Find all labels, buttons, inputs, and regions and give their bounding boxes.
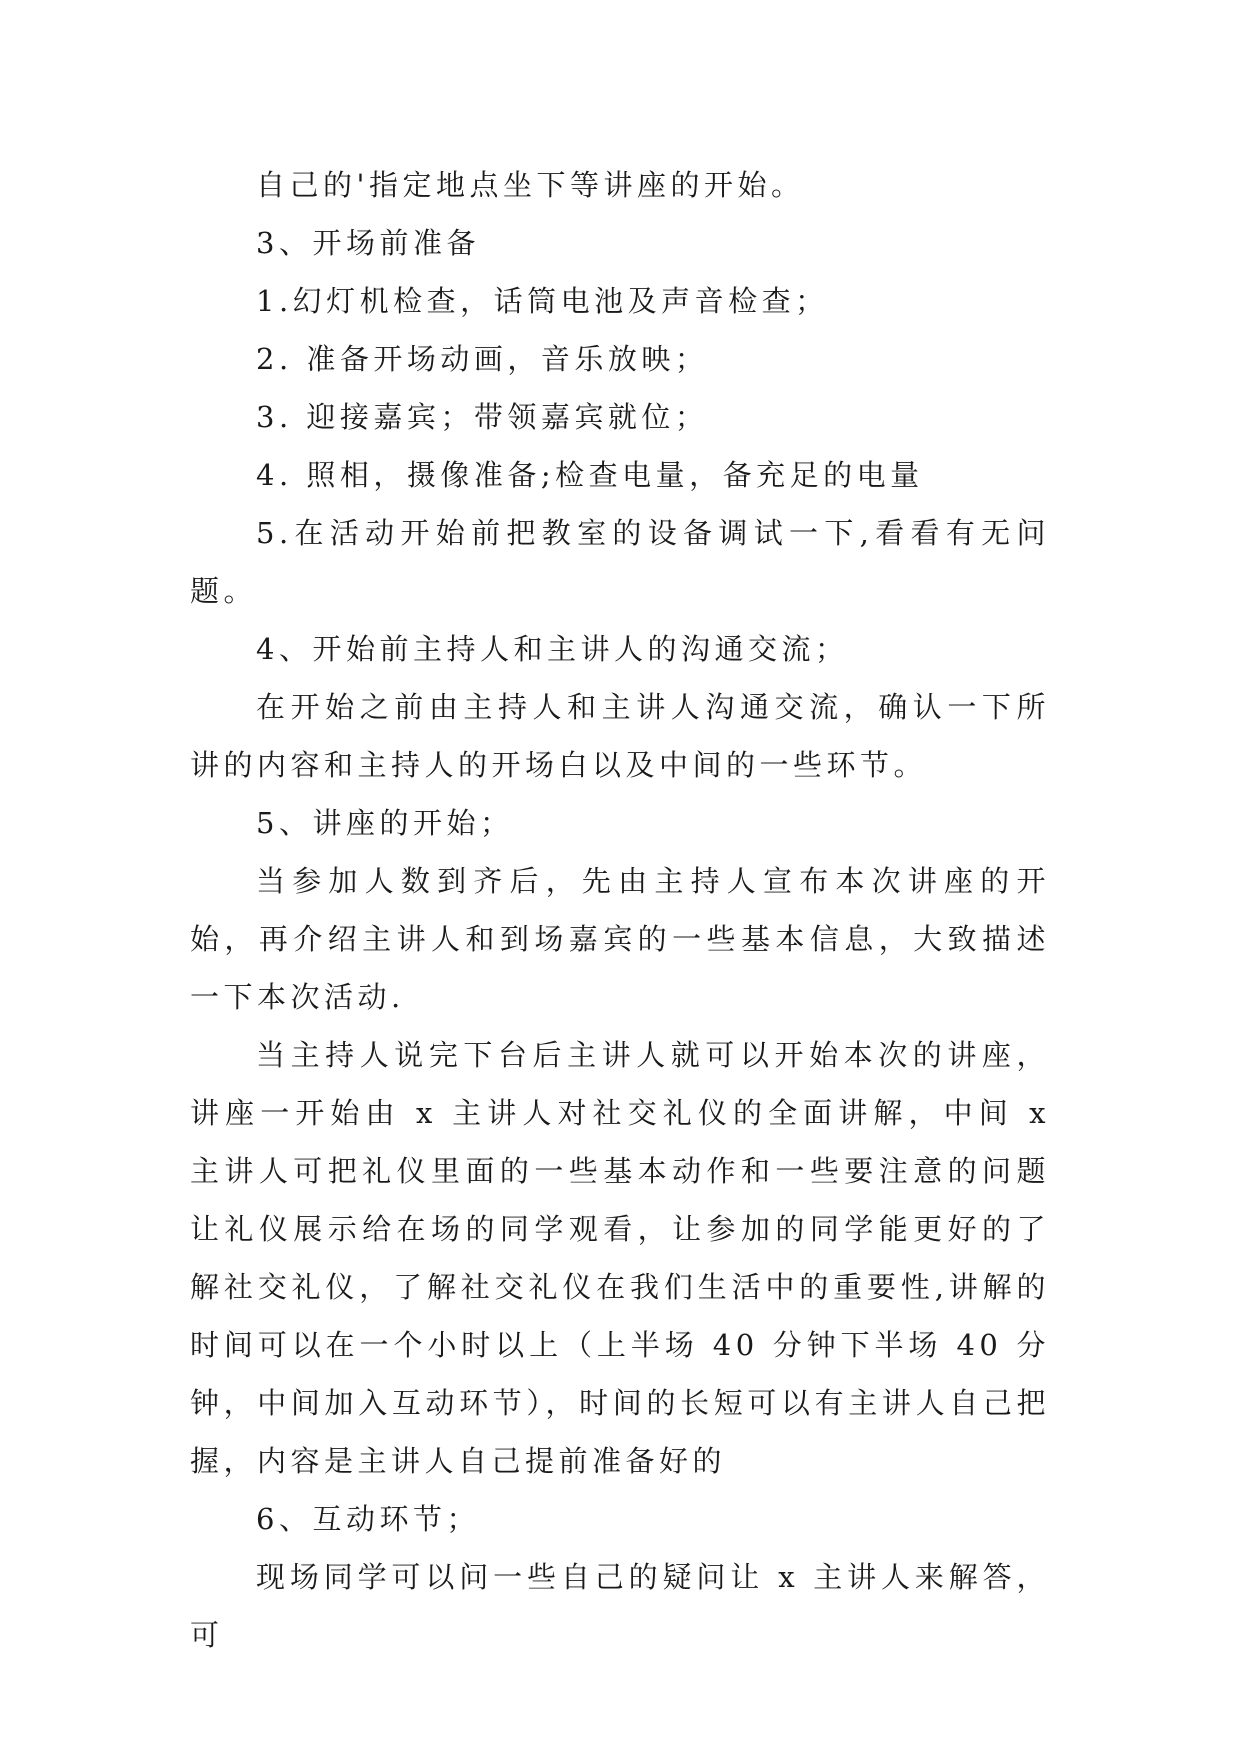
- paragraph-communication-details: 在开始之前由主持人和主讲人沟通交流，确认一下所讲的内容和主持人的开场白以及中间的一些环节。: [190, 690, 1050, 782]
- paragraph-host-announcement: 当参加人数到齐后，先由主持人宣布本次讲座的开始，再介绍主讲人和到场嘉宾的一些基本信息，大致描述一下本次活动.: [190, 864, 1050, 1014]
- heading-interaction-session: 6、互动环节；: [256, 1502, 480, 1536]
- heading-lecture-start: 5、讲座的开始；: [256, 806, 514, 840]
- list-item-projector-check: 1.幻灯机检查，话筒电池及声音检查；: [256, 284, 829, 318]
- document-body: [190, 156, 1050, 1664]
- list-item-opening-animation: 2. 准备开场动画，音乐放映；: [256, 342, 709, 376]
- list-item-welcome-guests: 3. 迎接嘉宾；带领嘉宾就位；: [256, 400, 709, 434]
- list-item-equipment-debug: 5.在活动开始前把教室的设备调试一下,看看有无问题。: [190, 516, 1050, 608]
- paragraph-interaction-details: 现场同学可以问一些自己的疑问让 x 主讲人来解答，可: [190, 1560, 1050, 1652]
- heading-host-speaker-communication: 4、开始前主持人和主讲人的沟通交流；: [256, 632, 849, 666]
- list-item-photo-video: 4. 照相，摄像准备;检查电量，备充足的电量: [256, 458, 924, 492]
- heading-pre-opening-preparation: 3、开场前准备: [256, 226, 480, 260]
- paragraph-lecture-content: 当主持人说完下台后主讲人就可以开始本次的讲座，讲座一开始由 x 主讲人对社交礼仪的全面讲解，中间 x 主讲人可把礼仪里面的一些基本动作和一些要注意的问题让礼仪展示给在场的同学观看，让参加的同学能更好的了解社交礼仪，了解社交礼仪在我们生活中的重要性,讲解的时间可以在一个小时以上（上半场 40 分钟下半场 40 分钟，中间加入互动环节），时间的长短可以有主讲人自己把握，内容是主讲人自己提前准备好的: [190, 1038, 1050, 1478]
- paragraph-seat-instruction: 自己的'指定地点坐下等讲座的开始。: [256, 168, 805, 202]
